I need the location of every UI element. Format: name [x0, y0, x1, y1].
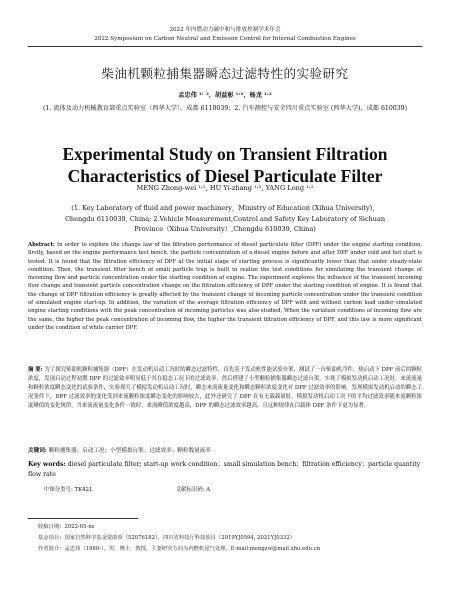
- header-rule: [28, 46, 422, 47]
- zh-authors: 孟忠伟 ¹˒ ²，胡益彰 ¹˒²，杨龙 ¹˒²: [178, 92, 272, 99]
- en-keywords: [28, 460, 422, 479]
- zh-keywords: [28, 446, 422, 454]
- en-keywords-text: diesel particulate filter; start-up work condition；small simulation bench；filtration efficiency；particle quantity flow rate: [28, 461, 421, 478]
- zh-affiliations: (1. 流体及动力机械教育部重点实验室（西华大学），成都 6110039；2. 汽车测控与安全四川重点实验室 (西华大学)，成都 610039): [43, 105, 407, 112]
- en-abstract-text: In order to explore the change law of the filtration performance of diesel particulate filter (DPF) under the engine starting condition, firstly, based on the engine performance test bench, the particle concentration of a diesel engine before and after DPF under cold and hot start is tested. It is found that the filtration efficiency of DPF at the initial stage of starting process is significantly lower than that under steady-state condition. Then, the transient filter bench of small particle trap is built to realize the test conditions for simulating the transient change of incoming flow and particle concentration under the starting condition of engine. The experiment explores the influence of the transient incoming flow change and transient particle concentration change on the filtration efficiency of DPF under the starting condition of engine. It is found that the change of DPF filtration efficiency is greatly affected by the transient change of incoming particle concentration under the transient condition of simulated engine start-up. In addition, the variation of the average filtration efficiency of DPF with and without carbon load under simulated engine starting conditions with the peak concentration of incoming particles was also studied, When the variation conditions of incoming flow are the same, the higher the peak concentration of incoming flow, the higher the transient filtration efficiency of DPF, and this law is more significant under the condition of white carrier DPF.: [28, 242, 423, 331]
- en-title: Experimental Study on Transient Filtration Characteristics of Diesel Particulate Filter: [62, 144, 388, 186]
- doc-code: 文献标识码: A: [175, 487, 211, 493]
- en-keywords-label: Key words:: [28, 461, 66, 468]
- classification: [44, 485, 424, 493]
- en-affil-line-1: (1. Key Laboratory of fluid and power machinery，Ministry of Education (Xihua University)，: [71, 204, 379, 212]
- footnote-received: 收稿日期：2022-05-xx: [38, 524, 95, 530]
- en-abstract: [28, 241, 422, 332]
- en-abstract-label: Abstract:: [28, 242, 55, 248]
- zh-title: 柴油机颗粒捕集器瞬态过滤特性的实验研究: [101, 66, 349, 81]
- footnote-author: 作者简介：孟忠伟（1980-），男，博士，教授，主要研究方向为内燃机尾气处理。E-mail:mengzw@mail.xhu.edu.cn: [38, 546, 321, 552]
- zh-keywords-label: 关键词:: [28, 448, 47, 454]
- en-authors: MENG Zhong-wei ¹˒², HU Yi-zhang ¹˒², YANG Long ¹˒²: [136, 184, 314, 192]
- zh-abstract-text: 为了探究柴油机颗粒捕集器（DPF）在发动机启动工况时的瞬态过滤特性，首先基于发动机性能试验台架，测试了一台柴油机冷件，热启动下 DPF 前后的颗粒浓度，发现启动过程初期 DPF 的过滤效率明显低于其在稳态工况下的过滤效率。然后搭建了小型颗粒捕集器瞬态过滤台架，实现了模拟发动机启动工况时，来流流量和颗粒浓度瞬态变化的试验条件，实验探究了模拟发动机启动工况时，瞬态来流流量变化和瞬态颗粒浓度变化对 DPF 过滤效率的影响。发现模拟发动机启动的瞬态工况条件下，DPF 过滤效率的变化受到来流颗粒浓度瞬态变化的影响较大，此外还研究了 DPF 在有无载载量时，模拟发动机启动工况下的平均过滤效率随来流颗粒浓度峰值的变化规律，当来流流量变化条件一致时，来流峰值浓度越高，DPF 的瞬态过滤效率越高，且这种规律在白载体 DPF 条件下更为显著。: [28, 367, 423, 409]
- zh-keywords-text: 颗粒捕集器；启动工况；小型模拟台架；过滤效率；颗粒数量流率: [48, 448, 211, 454]
- en-affiliations: [34, 203, 416, 235]
- footnote-rule: [28, 518, 138, 519]
- footnote-fund: 基金项目：国家自然科学基金资助项（52076182），四川省科技厅科技项目（2019YJ0594, 2021YJ0332）: [38, 535, 296, 541]
- zh-abstract: [28, 366, 422, 411]
- running-header-zh: 2022 年内燃动力碳中和与排放控制学术年会: [169, 27, 281, 33]
- en-affil-line-3: Province（Xihua University）,Chengdu 610039, China): [134, 225, 316, 233]
- en-affil-line-2: Chengdu 6110039, China; 2.Vehicle Measurement,Control and Safety Key Laboratory of Sichuan: [64, 214, 386, 223]
- running-header-en: 2022 Symposium on Carbon Neutral and Emission Control for Internal Combustion Engines: [94, 36, 356, 42]
- zh-abstract-label: 摘 要:: [28, 367, 43, 373]
- clc-number: 中图分类号: TK421: [44, 487, 93, 493]
